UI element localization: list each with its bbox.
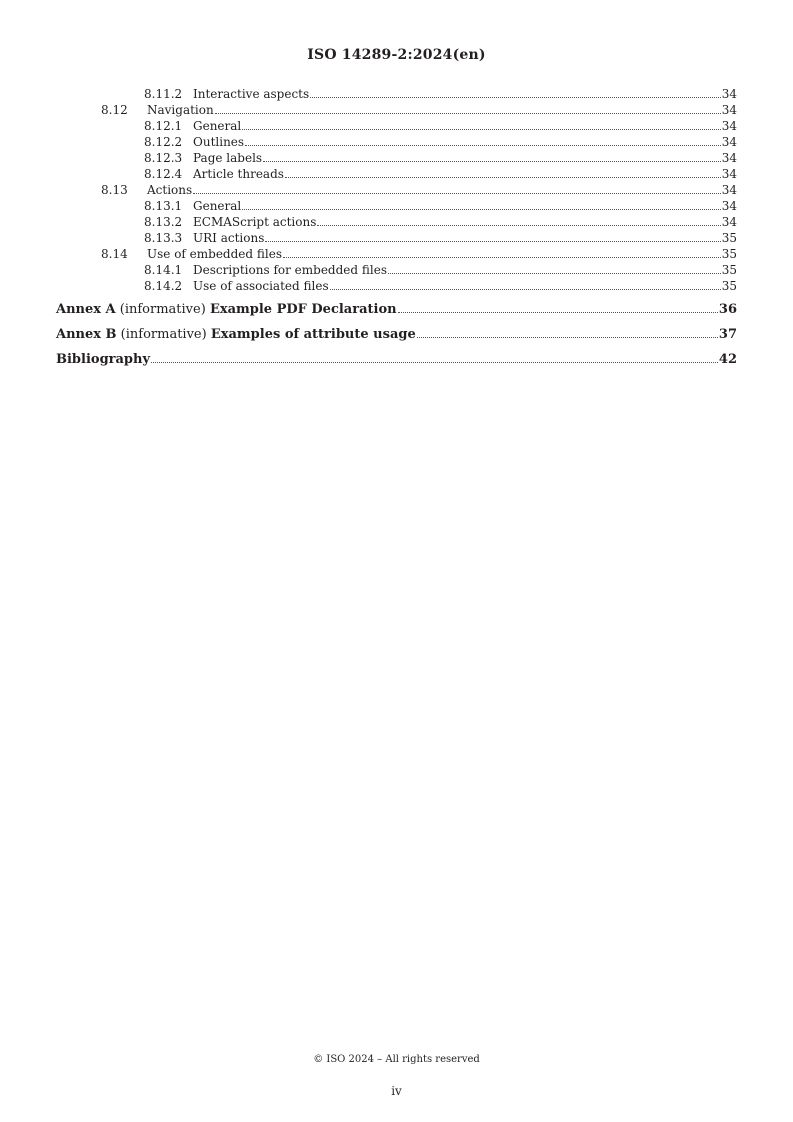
toc-entry[interactable] — [56, 246, 737, 262]
toc-leader — [193, 192, 721, 194]
toc-entry[interactable] — [56, 166, 737, 182]
toc-leader — [283, 256, 721, 258]
toc-leader — [285, 176, 721, 178]
annex-label: Annex B — [56, 327, 117, 342]
toc-page: 36 — [718, 302, 737, 317]
toc-page: 34 — [721, 151, 737, 165]
toc-number: 8.11.2 — [144, 87, 183, 101]
toc-entry[interactable] — [56, 134, 737, 150]
toc-title: Page labels — [193, 151, 263, 165]
toc-page: 34 — [721, 87, 737, 101]
toc-page: 35 — [721, 263, 737, 277]
annex-note: (informative) — [119, 302, 206, 317]
toc-leader — [310, 96, 721, 98]
toc-title: Navigation — [147, 103, 214, 117]
toc-title: Use of embedded files — [147, 247, 282, 261]
toc-annex-b[interactable] — [56, 326, 737, 344]
toc-entry[interactable] — [56, 262, 737, 278]
page-number: iv — [391, 1084, 402, 1098]
toc-leader — [398, 311, 718, 313]
toc-number: 8.14 — [101, 247, 128, 261]
annex-title: Examples of attribute usage — [210, 327, 416, 342]
toc-title: ECMAScript actions — [193, 215, 317, 229]
toc-number: 8.13 — [101, 183, 128, 197]
toc-page: 35 — [721, 231, 737, 245]
toc-page: 35 — [721, 279, 737, 293]
toc-entry[interactable] — [56, 86, 737, 102]
toc-page: 34 — [721, 215, 737, 229]
toc-title: Article threads — [193, 167, 284, 181]
toc-number: 8.12 — [101, 103, 128, 117]
toc-entry[interactable] — [56, 150, 737, 166]
toc-leader — [242, 128, 720, 130]
toc-title: Use of associated files — [193, 279, 329, 293]
toc-page: 34 — [721, 199, 737, 213]
toc-leader — [263, 160, 721, 162]
table-of-contents — [56, 86, 737, 369]
toc-number: 8.14.2 — [144, 279, 183, 293]
toc-title: Actions — [147, 183, 193, 197]
toc-leader — [388, 272, 721, 274]
toc-title: Descriptions for embedded files — [193, 263, 387, 277]
toc-number: 8.13.3 — [144, 231, 183, 245]
toc-number: 8.12.1 — [144, 119, 183, 133]
toc-leader — [151, 361, 718, 363]
toc-annex-a[interactable] — [56, 301, 737, 319]
bibliography-label: Bibliography — [56, 352, 151, 367]
toc-title: Interactive aspects — [193, 87, 310, 101]
copyright-notice: © ISO 2024 – All rights reserved — [313, 1054, 480, 1065]
toc-entry[interactable] — [56, 230, 737, 246]
toc-page: 37 — [718, 327, 737, 342]
toc-entry[interactable] — [56, 182, 737, 198]
toc-number: 8.13.2 — [144, 215, 183, 229]
toc-leader — [417, 336, 718, 338]
toc-number: 8.12.2 — [144, 135, 183, 149]
toc-page: 34 — [721, 119, 737, 133]
toc-number: 8.14.1 — [144, 263, 183, 277]
toc-leader — [330, 288, 721, 290]
toc-entry[interactable] — [56, 102, 737, 118]
toc-leader — [265, 240, 720, 242]
annex-note: (informative) — [120, 327, 207, 342]
toc-entry[interactable] — [56, 278, 737, 294]
document-header: ISO 14289-2:2024(en) — [307, 47, 486, 63]
toc-page: 35 — [721, 247, 737, 261]
toc-title: Outlines — [193, 135, 245, 149]
toc-leader — [317, 224, 720, 226]
annex-label: Annex A — [56, 302, 116, 317]
toc-title: General — [193, 119, 242, 133]
toc-entry[interactable] — [56, 118, 737, 134]
toc-page: 34 — [721, 183, 737, 197]
toc-leader — [215, 112, 721, 114]
toc-page: 42 — [718, 352, 737, 367]
toc-entry[interactable] — [56, 198, 737, 214]
toc-title: General — [193, 199, 242, 213]
toc-leader — [245, 144, 721, 146]
toc-page: 34 — [721, 135, 737, 149]
toc-bibliography[interactable] — [56, 351, 737, 369]
toc-entry[interactable] — [56, 214, 737, 230]
toc-title: URI actions — [193, 231, 265, 245]
toc-number: 8.12.4 — [144, 167, 183, 181]
annex-title: Example PDF Declaration — [209, 302, 397, 317]
toc-number: 8.12.3 — [144, 151, 183, 165]
toc-number: 8.13.1 — [144, 199, 183, 213]
toc-page: 34 — [721, 103, 737, 117]
toc-leader — [242, 208, 720, 210]
toc-page: 34 — [721, 167, 737, 181]
